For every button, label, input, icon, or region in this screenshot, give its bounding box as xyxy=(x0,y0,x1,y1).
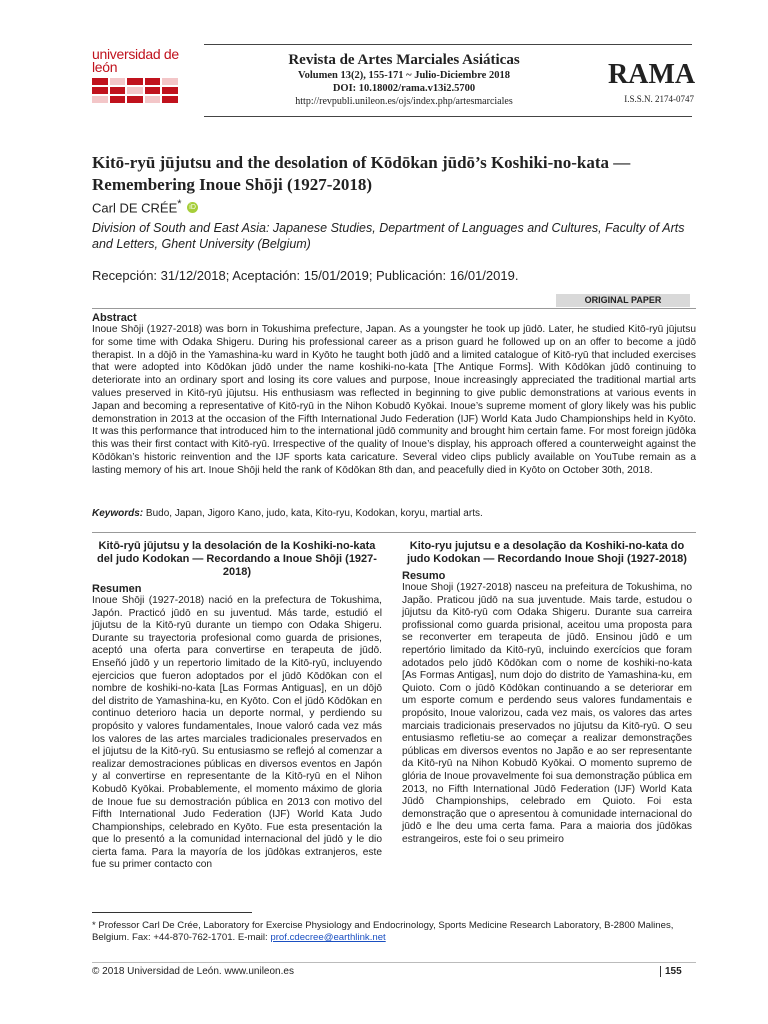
page-number: 155 xyxy=(660,966,682,977)
publication-dates: Recepción: 31/12/2018; Aceptación: 15/01/2019; Publicación: 16/01/2019. xyxy=(92,268,519,283)
spanish-title: Kitō-ryū jūjutsu y la desolación de la Koshiki-no-kata del judo Kodokan — Recordando a Inoue Shōji (1927-2018) xyxy=(97,540,377,578)
journal-short-title: RAMA xyxy=(608,59,696,90)
logo-pattern xyxy=(92,78,178,103)
affiliation: Division of South and East Asia: Japanese Studies, Department of Languages and Cultures, Faculty of Arts and Letters, Ghent University (Belgium) xyxy=(92,221,685,251)
spanish-heading: Resumen xyxy=(92,583,142,595)
abstract-text: Inoue Shōji (1927-2018) was born in Tokushima prefecture, Japan. As a youngster he took up jūdō. Later, he studied Kitō-ryū jūjutsu for some time with Odaka Shigeru. During his professional career as a prison guard he followed up on an offer to become a jūdō therapist. In a dōjō in the Yamashina-ku ward in Kyōto he taught both jūdō and a limited catalogue of Kitō-ryū that included exercises that were adopted into Kōdōkan jūdō under the name koshiki-no-kata [The Antique Forms]. With Kōdōkan jūdō continuing to deteriorate into an ordinary sport and losing its core values and purpose, Inoue increasingly appreciated the traditional martial arts values preserved in Kitō-ryū jūjutsu. His enthusiasm was reflected in beginning to give public demonstrations at various events in Japan and becoming a representative of Kitō-ryū in the Nihon Kobudō Kyōkai. Inoue’s supreme moment of glory likely was his public demonstration in 2013 at the occasion of the Fifth International Judo Federation (IJF) World Kata Judo Championships held in Kyōto. It was this performance that introduced him to the international jūdō community and brought him certain fame. For most foreign jūdōka this was their first contact with Kitō-ryū. Irrespective of the quality of Inoue’s display, his approach offered a counterweight against the Kōdōkan’s historic reinvention and the IJF sports kata caricature. Several video clips publicly available on YouTube remain as a lasting memory of his art. Inoue Shōji held the rank of Kōdōkan 8th dan, and peacefully died in Kyōto on October 30th, 2018. xyxy=(92,324,696,476)
author xyxy=(92,198,198,215)
portuguese-text: Inoue Shoji (1927-2018) nasceu na prefeitura de Tokushima, no Japão. Praticou jūdō na sua juventude. Mais tarde, estudou o jūjutsu da Kitō-ryū com Odaka Shigeru. Durante sua carreira profissional como guarda prisional, aceitou uma proposta para se reconverter em terapeuta de jūdō. Ensinou jūdō e um repertório limitado da Kitō-ryū, incluindo exercícios que foram adotados pelo jūdō Kōdōkan com o nome de koshiki-no-kata [As Formas Antigas], num dojo do distrito de Yamashina-ku, em Quioto. Com o jūdō Kōdōkan continuando a se deteriorar em um esporte comum e perdendo seus valores fundamentais e propósito, Inoue valorizou, cada vez mais, os valores das artes marciais tradicionais preservados no jūjutsu da Kitō-ryū. O seu entusiasmo refletiu-se ao começar a realizar demonstrações públicas em diversos eventos no Japão e ao ser representante da Kitō-ryū na Nihon Kobudō Kyōkai. O momento supremo de glória de Inoue provavelmente foi sua demonstração pública em 2013, no Fifth International Jūdō Federation (IJF) World Kata Jūdō Championships, celebrado em Quioto. Foi esta demonstração que o apresentou à comunidade internacional do jūdō e lhe deu uma certa fama. Para a maioria dos jūdōkas estrangeiros, este foi o seu primeiro xyxy=(402,582,692,845)
journal-doi[interactable]: DOI: 10.18002/rama.v13i2.5700 xyxy=(332,83,476,94)
university-logo xyxy=(92,48,182,110)
author-footnote-mark: * xyxy=(177,198,182,210)
spanish-text: Inoue Shōji (1927-2018) nació en la prefectura de Tokushima, Japón. Practicó jūdō en su juventud. Más tarde, estudió el jūjutsu de la Kitō-ryū durante un tiempo con Odaka Shigeru. Durante su trayectoria profesional como guarda de prisiones, aceptó una oferta para convertirse en terapeuta de jūdō. Enseñó jūdō y un repertorio limitado de la Kitō-ryū, incluyendo ejercicios que fueron adoptados por el jūdō Kōdōkan con el nombre de koshiki-no-kata [Las Formas Antiguas], en un dōjō del distrito de Yamashina-ku, en Kyōto. Con el jūdō Kōdōkan en continuo deterioro hacia un deporte normal, y perdiendo su propósito y valores fundamentales, Inoue valoró cada vez más los valores de las artes marciales tradicionales preservados en el jūjutsu de la Kitō-ryū. Su entusiasmo se reflejó al comenzar a realizar demostraciones públicas en diversos eventos en Japón y al convertirse en representante de la Kitō-ryū en el Nihon Kobudō Kyōkai. Probablemente, el momento máximo de gloria de Inoue fue su demostración pública en 2013 con motivo del Fifth International Judo Federation (IJF) World Kata Judo Championships, celebrado en Kyōto. Fue esta presentación la que lo presentó a la comunidad internacional del jūdō y le dio cierta fama. Para la mayoría de los jūdōkas extranjeros, este fue su primer contacto con xyxy=(92,595,382,871)
journal-header xyxy=(204,52,604,109)
orcid-icon[interactable]: iD xyxy=(187,202,198,213)
spanish-abstract xyxy=(92,540,382,872)
header-rule-bottom xyxy=(204,116,692,117)
copyright: © 2018 Universidad de León. www.unileon.es xyxy=(92,966,294,977)
portuguese-abstract xyxy=(402,540,692,846)
abstract-heading: Abstract xyxy=(92,312,137,324)
journal-volume: Volumen 13(2), 155-171 ~ Julio-Diciembre 2018 xyxy=(298,70,510,81)
footnote xyxy=(92,920,696,944)
logo-text: universidad de león xyxy=(92,46,179,75)
keywords-text: Budo, Japan, Jigoro Kano, judo, kata, Kito-ryu, Kodokan, koryu, martial arts. xyxy=(143,508,483,519)
footnote-text: * Professor Carl De Crée, Laboratory for Exercise Physiology and Endocrinology, Sports Medicine Research Laboratory, B-2800 Malines, Belgium. Fax: +44-870-762-1701. E-mail: xyxy=(92,920,674,943)
footer-rule xyxy=(92,962,696,963)
journal-url[interactable]: http://revpubli.unileon.es/ojs/index.php/artesmarciales xyxy=(295,96,513,107)
portuguese-heading: Resumo xyxy=(402,570,446,582)
header-rule-top xyxy=(204,44,692,45)
journal-issn: I.S.S.N. 2174-0747 xyxy=(624,94,694,104)
portuguese-title: Kito-ryu jujutsu e a desolação da Koshiki-no-kata do judo Kodokan — Recordando Inoue Shoji (1927-2018) xyxy=(407,540,687,565)
section-divider xyxy=(92,308,696,309)
author-name: Carl DE CRÉE xyxy=(92,200,178,216)
footnote-rule xyxy=(92,912,252,913)
journal-name: Revista de Artes Marciales Asiáticas xyxy=(288,52,520,68)
article-title: Kitō-ryū jūjutsu and the desolation of Kōdōkan jūdō’s Koshiki-no-kata —Remembering Inoue Shōji (1927-2018) xyxy=(92,153,631,194)
keywords-label: Keywords: xyxy=(92,508,144,519)
paper-type-badge: ORIGINAL PAPER xyxy=(556,294,690,307)
section-divider-2 xyxy=(92,532,696,533)
keywords xyxy=(92,508,696,520)
author-email-link[interactable]: prof.cdecree@earthlink.net xyxy=(270,932,386,943)
